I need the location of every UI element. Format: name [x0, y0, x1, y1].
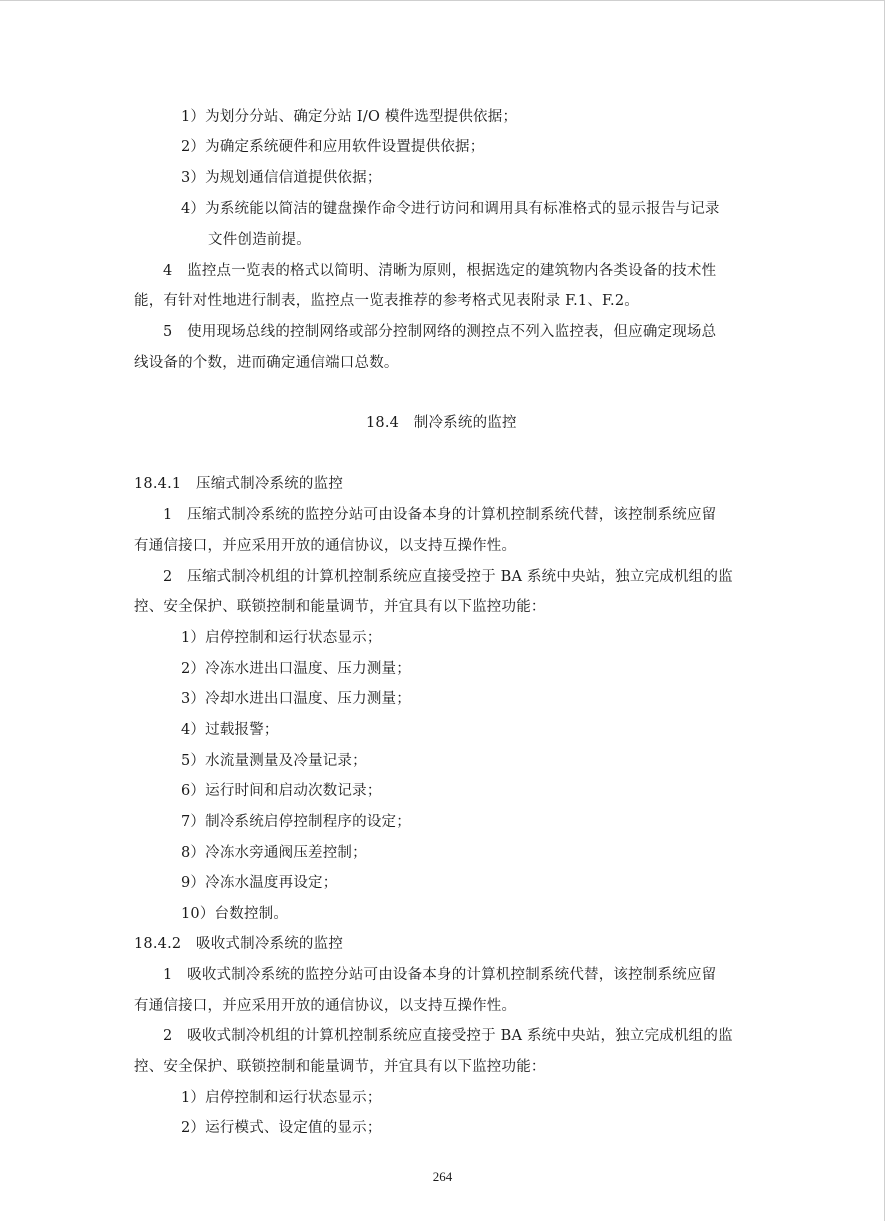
paragraph-line: 4 监控点一览表的格式以简明、清晰为原则，根据选定的建筑物内各类设备的技术性 [163, 263, 717, 279]
paragraph-line: 2 压缩式制冷机组的计算机控制系统应直接受控于 BA 系统中央站，独立完成机组的监 [163, 569, 733, 585]
list-item: 8）冷冻水旁通阀压差控制； [181, 845, 367, 861]
list-item: 3）为规划通信信道提供依据； [181, 170, 382, 186]
list-item: 4）过载报警； [181, 722, 279, 738]
paragraph-line: 有通信接口，并应采用开放的通信协议，以支持互操作性。 [134, 538, 517, 554]
list-item: 4）为系统能以简洁的键盘操作命令进行访问和调用具有标准格式的显示报告与记录 [181, 201, 720, 217]
paragraph-line: 5 使用现场总线的控制网络或部分控制网络的测控点不列入监控表，但应确定现场总 [163, 324, 717, 340]
paragraph-line: 1 吸收式制冷系统的监控分站可由设备本身的计算机控制系统代替，该控制系统应留 [163, 967, 717, 983]
list-item: 10）台数控制。 [181, 906, 289, 922]
paragraph-line: 有通信接口，并应采用开放的通信协议，以支持互操作性。 [134, 998, 517, 1014]
list-item-continuation: 文件创造前提。 [208, 232, 311, 248]
paragraph-line: 线设备的个数，进而确定通信端口总数。 [134, 355, 399, 371]
list-item: 2）运行模式、设定值的显示； [181, 1120, 382, 1136]
paragraph-line: 控、安全保护、联锁控制和能量调节，并宜具有以下监控功能： [134, 599, 546, 615]
section-title: 18.4 制冷系统的监控 [366, 415, 517, 431]
paragraph-line: 控、安全保护、联锁控制和能量调节，并宜具有以下监控功能： [134, 1059, 546, 1075]
subsection-heading: 18.4.1 压缩式制冷系统的监控 [134, 476, 344, 492]
list-item: 9）冷冻水温度再设定； [181, 875, 338, 891]
subsection-heading: 18.4.2 吸收式制冷系统的监控 [134, 936, 344, 952]
page-number: 264 [432, 1169, 453, 1184]
list-item: 2）冷冻水进出口温度、压力测量； [181, 661, 411, 677]
list-item: 7）制冷系统启停控制程序的设定； [181, 814, 411, 830]
list-item: 3）冷却水进出口温度、压力测量； [181, 691, 411, 707]
list-item: 6）运行时间和启动次数记录； [181, 783, 382, 799]
list-item: 1）启停控制和运行状态显示； [181, 1090, 382, 1106]
list-item: 2）为确定系统硬件和应用软件设置提供依据； [181, 139, 485, 155]
list-item: 5）水流量测量及冷量记录； [181, 753, 367, 769]
list-item: 1）为划分分站、确定分站 I/O 模件选型提供依据； [181, 109, 518, 125]
paragraph-line: 2 吸收式制冷机组的计算机控制系统应直接受控于 BA 系统中央站，独立完成机组的监 [163, 1028, 733, 1044]
paragraph-line: 能，有针对性地进行制表，监控点一览表推荐的参考格式见表附录 F.1、F.2。 [134, 293, 639, 309]
list-item: 1）启停控制和运行状态显示； [181, 630, 382, 646]
paragraph-line: 1 压缩式制冷系统的监控分站可由设备本身的计算机控制系统代替，该控制系统应留 [163, 507, 717, 523]
